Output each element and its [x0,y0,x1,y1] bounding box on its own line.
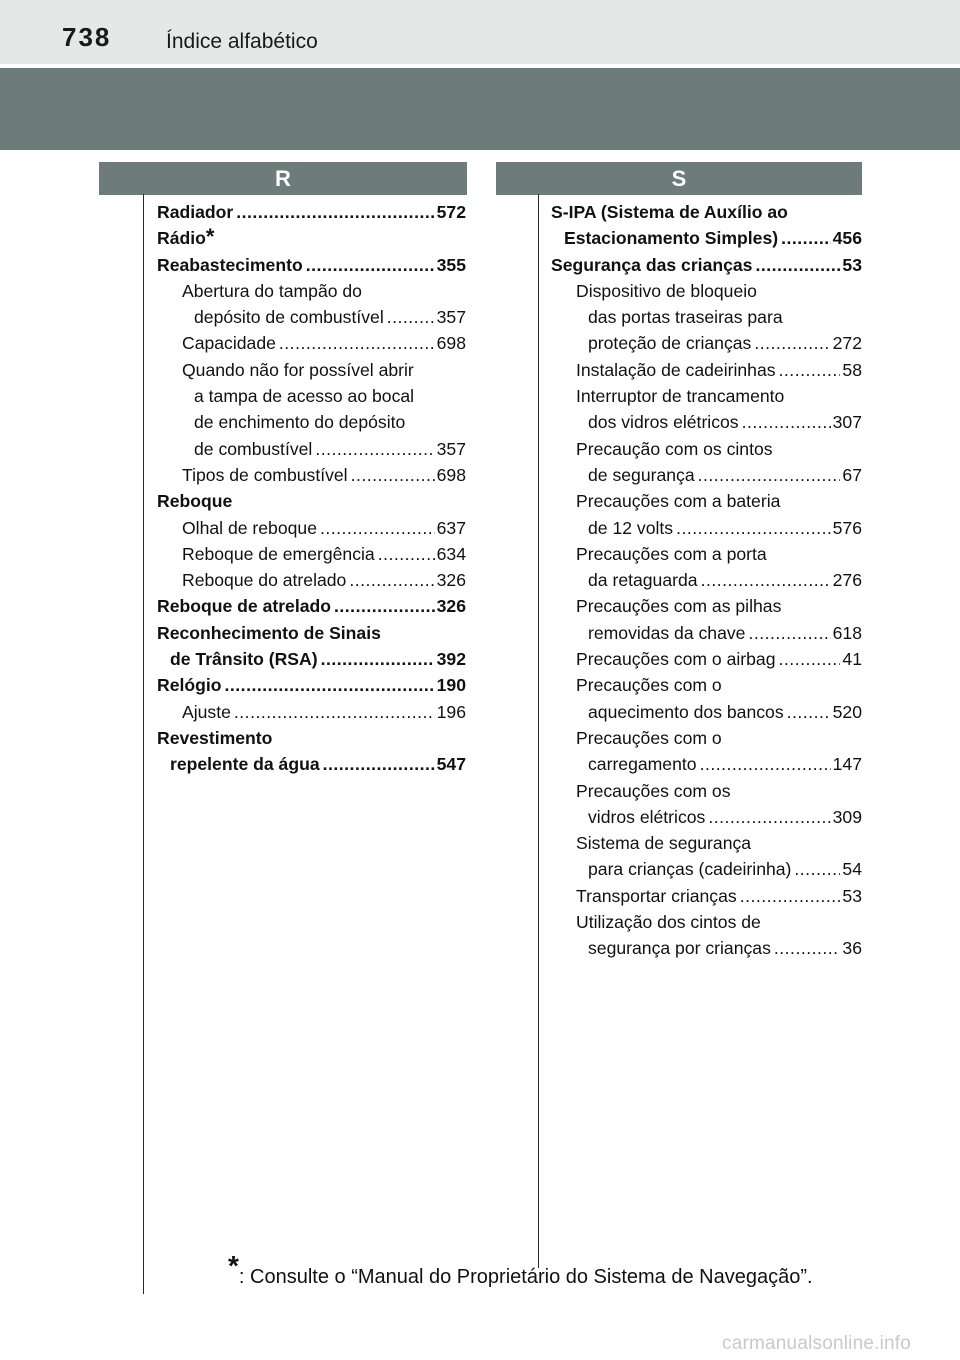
index-entry [157,620,466,673]
entry-text: Olhal de reboque [182,517,317,538]
entry-text: Precauções com as pilhas [576,596,782,617]
page-ref: 53 [842,885,862,906]
index-subentry [551,830,862,883]
entry-text: depósito de combustível [194,307,384,328]
index-entry [157,488,466,514]
index-subentry [551,909,862,962]
entry-text: da retaguarda [588,570,698,591]
page-ref: 41 [842,649,862,670]
page-ref: 53 [842,254,862,275]
column-divider-left [143,194,144,1294]
dot-leader [323,751,435,777]
page-ref: 637 [436,517,466,538]
entry-text: vidros elétricos [588,806,706,827]
dot-leader [378,541,435,567]
entry-text: Precauções com os [576,780,731,801]
page-ref: 698 [436,464,466,485]
footnote-text: : Consulte o “Manual do Proprietário do Sistema de Navegação”. [238,1266,813,1288]
dot-leader [320,515,435,541]
dot-leader [779,646,841,672]
index-subentry [157,278,466,331]
dot-leader [754,330,830,356]
index-subentry [551,436,862,489]
entry-text: Reconhecimento de Sinais [157,622,381,643]
page-ref: 572 [436,202,466,222]
dot-leader [700,751,831,777]
index-subentry [157,357,466,462]
entry-text: Reboque [157,491,233,512]
entry-text: Precauções com o [576,675,722,696]
entry-text: Dispositivo de bloqueio [576,280,757,301]
footnote-marker: * [228,1250,239,1281]
page-ref: 326 [436,596,466,617]
entry-text: S-IPA (Sistema de Auxílio ao [551,202,788,222]
page-ref: 54 [842,859,862,880]
page-ref: 309 [832,806,862,827]
entry-text: Precauções com a porta [576,543,767,564]
entry-text: Abertura do tampão do [182,280,362,301]
dot-leader [787,699,831,725]
page-ref: 576 [832,517,862,538]
dot-leader [740,883,841,909]
index-subentry [157,462,466,488]
dot-leader [742,409,831,435]
dot-leader [225,672,435,698]
entry-text: a tampa de acesso ao bocal [194,386,415,407]
entry-text: Reabastecimento [157,254,303,275]
page-ref: 276 [832,570,862,591]
page-ref: 190 [436,675,466,696]
dot-leader [781,225,831,251]
page-ref: 634 [436,543,466,564]
entry-text: para crianças (cadeirinha) [588,859,792,880]
page-ref: 618 [832,622,862,643]
page-ref: 147 [832,754,862,775]
index-subentry [551,278,862,357]
entry-text: Reboque de emergência [182,543,375,564]
dot-leader [676,515,831,541]
index-subentry [551,778,862,831]
entry-text: Tipos de combustível [182,464,348,485]
entry-text: Reboque do atrelado [182,570,347,591]
entry-text: carregamento [588,754,697,775]
index-subentry [157,330,466,356]
page-header-bar [0,0,960,64]
entry-text: Ajuste [182,701,231,722]
entry-text: repelente da água [170,754,320,775]
dot-leader [315,436,434,462]
entry-text: Precauções com o airbag [576,649,776,670]
dot-leader [306,252,435,278]
page-ref: 357 [436,438,466,459]
dot-leader [701,567,831,593]
page-number: 738 [62,22,112,52]
index-entry [157,672,466,698]
entry-text: Instalação de cadeirinhas [576,359,776,380]
index-subentry [551,646,862,672]
dot-leader [774,935,841,961]
page-ref: 67 [842,464,862,485]
index-column-r [157,199,466,778]
entry-text: Capacidade [182,333,276,354]
letter-header-s: S [496,162,862,195]
footnote [228,1250,813,1289]
page-ref: 58 [842,359,862,380]
header-band [0,68,960,150]
index-subentry [551,541,862,594]
dot-leader [236,199,434,225]
page-ref: 392 [436,649,466,670]
entry-text: Radiador [157,202,234,222]
page-ref: 520 [832,701,862,722]
entry-text: de enchimento do depósito [194,412,406,433]
dot-leader [698,462,841,488]
column-divider-right [538,194,539,1268]
index-subentry [157,699,466,725]
entry-text: Reboque de atrelado [157,596,332,617]
page-ref: 196 [436,701,466,722]
dot-leader [779,357,841,383]
dot-leader [349,567,434,593]
entry-text: Relógio [157,675,222,696]
page-ref: 272 [832,333,862,354]
page-ref: 357 [436,307,466,328]
index-subentry [551,383,862,436]
entry-text: removidas da chave [588,622,746,643]
page-ref: 456 [832,228,862,249]
dot-leader [334,593,435,619]
index-subentry [551,593,862,646]
page-ref: 547 [436,754,466,775]
index-subentry [551,883,862,909]
dot-leader [794,856,840,882]
dot-leader [748,620,830,646]
index-entry [551,252,862,278]
dot-leader [321,646,435,672]
dot-leader [234,699,435,725]
page-ref: 307 [832,412,862,433]
section-title: Índice alfabético [166,30,318,53]
entry-text: Quando não for possível abrir [182,359,414,380]
dot-leader [279,330,435,356]
entry-text: de segurança [588,464,695,485]
watermark: carmanualsonline.info [722,1333,912,1354]
index-entry [157,252,466,278]
index-subentry [551,357,862,383]
dot-leader [708,804,830,830]
index-subentry [157,541,466,567]
page-ref: 36 [842,938,862,959]
entry-text: Rádio [157,228,206,249]
entry-text: dos vidros elétricos [588,412,739,433]
index-subentry [551,725,862,778]
index-subentry [551,488,862,541]
index-entry [551,199,862,252]
dot-leader [755,252,840,278]
entry-text: proteção de crianças [588,333,752,354]
entry-text: Precaução com os cintos [576,438,773,459]
entry-text: segurança por crianças [588,938,771,959]
entry-text: Segurança das crianças [551,254,753,275]
index-subentry [551,672,862,725]
dot-leader [387,304,435,330]
entry-text: de 12 volts [588,517,674,538]
entry-text: das portas traseiras para [588,307,783,328]
entry-text: de combustível [194,438,313,459]
entry-text: Utilização dos cintos de [576,912,761,933]
index-entry: Rádio * [157,225,466,251]
entry-text: aquecimento dos bancos [588,701,784,722]
entry-text: Estacionamento Simples) [564,228,779,249]
entry-text: Precauções com o [576,727,722,748]
page-ref: 355 [436,254,466,275]
index-entry [157,199,466,225]
index-subentry [157,567,466,593]
index-entry [157,725,466,778]
entry-text: de Trânsito (RSA) [170,649,318,670]
index-column-s [551,199,862,962]
entry-text: Revestimento [157,727,273,748]
index-subentry [157,515,466,541]
entry-text: Interruptor de trancamento [576,386,785,407]
page-ref: 326 [436,570,466,591]
index-entry [157,593,466,619]
dot-leader [351,462,435,488]
letter-header-r: R [99,162,467,195]
entry-text: Transportar crianças [576,885,737,906]
entry-text: Precauções com a bateria [576,491,781,512]
page-ref: 698 [436,333,466,354]
entry-text: Sistema de segurança [576,833,752,854]
